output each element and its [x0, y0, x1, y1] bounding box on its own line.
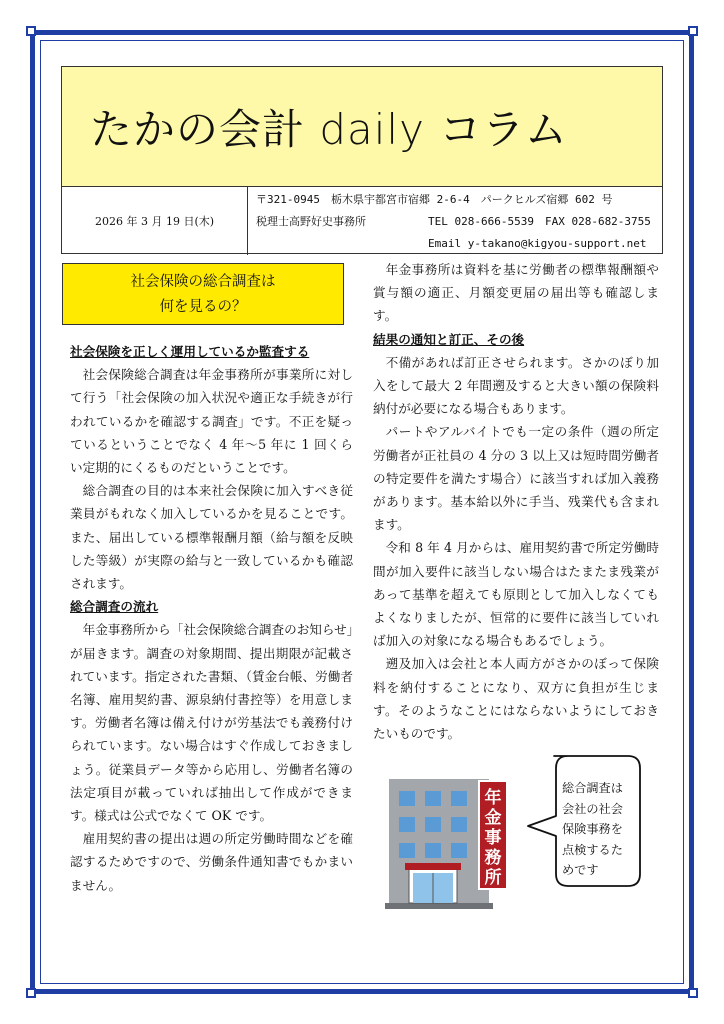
corner-ornament — [26, 988, 36, 998]
section-heading: 社会保険を正しく運用しているか監査する — [70, 344, 310, 359]
left-column — [70, 340, 353, 897]
right-column — [373, 258, 659, 745]
topic-line2: 何を見るの？ — [159, 299, 247, 315]
paragraph: 年金事務所から「社会保険総合調査のお知らせ」が届きます。調査の対象期間、提出期限が記載されています。指定された書類、（賃金台帳、労働者名簿、雇用契約書、源泉納付書控等）を用意します。労働者名簿は備え付けが労基法でも義務付けられています。ない場合はすぐ作成しておきましょう。従業員データ等から応用し、労働者名簿の法定項目が載っていれば抽出して作成ができます。様式は公式でなくて OK です。 — [70, 622, 353, 824]
sign-text: 年金事務所 — [484, 788, 502, 888]
paragraph: 不備があれば訂正させられます。さかのぼり加入をして最大 2 年間遡及すると大きい額の保険料納付が必要になる場合もあります。 — [373, 354, 659, 417]
office-phone-fax: TEL 028-666-5539 FAX 028-682-3755 — [428, 215, 651, 228]
building-base — [385, 903, 493, 909]
speech-bubble-text: 総合調査は会社の社会保険事務を点検するためです — [562, 781, 623, 877]
issue-date: 2026 年 3 月 19 日(木) — [62, 187, 248, 255]
topic-box — [62, 263, 344, 325]
building-windows — [399, 791, 467, 858]
office-info — [248, 187, 664, 255]
paragraph: 社会保険総合調査は年金事務所が事業所に対して行う「社会保険の加入状況や適正な手続きが行われているかを確認する調査」です。不正を疑っているということでなく 4 年〜5 年に 1 回くらい定期的にくるものだということです。 — [70, 367, 353, 476]
office-address: 〒321-0945 栃木県宇都宮市宿郷 2-6-4 パークヒルズ宿郷 602 号 — [256, 193, 613, 206]
paragraph: 雇用契約書の提出は週の所定労働時間などを確認するためですので、労働条件通知書でもかまいません。 — [70, 831, 353, 893]
newsletter-header — [61, 66, 663, 254]
paragraph: 遡及加入は会社と本人両方がさかのぼって保険料を納付することになり、双方に負担が生じます。そのようなことにはならないようにしておきたいものです。 — [373, 656, 659, 742]
corner-ornament — [26, 26, 36, 36]
paragraph: 令和 8 年 4 月からは、雇用契約書で所定労働時間が加入要件に該当しない場合はたまたま残業があって基準を超えても原則として加入しなくてもよくなりましたが、恒常的に要件に該当していれば加入の対象になる場合もあるでしょう。 — [373, 540, 659, 649]
newsletter-title: たかの会計 daily コラム — [90, 104, 568, 154]
section-heading: 結果の通知と訂正、その後 — [373, 331, 525, 347]
paragraph: パートやアルバイトでも一定の条件（週の所定労働者が正社員の 4 分の 3 以上又は短時間労働者の特定要件を満たす場合）に該当すれば加入義務があります。基本給以外に手当、残業代も含まれます。 — [373, 424, 659, 533]
topic-line1: 社会保険の総合調査は — [130, 274, 276, 290]
entrance-awning — [405, 863, 461, 870]
section-heading: 総合調査の流れ — [70, 599, 159, 615]
corner-ornament — [688, 26, 698, 36]
office-name: 税理士高野好史事務所 — [256, 215, 366, 228]
title-band — [62, 67, 662, 187]
paragraph: 総合調査の目的は本来社会保険に加入すべき従業員がもれなく加入しているかを見ることです。また、届出している標準報酬月額（給与額を反映した等級）が実際の給与と一致しているかも確認されます。 — [70, 483, 353, 592]
corner-ornament — [688, 988, 698, 998]
office-email[interactable]: Email y-takano@kigyou-support.net — [428, 237, 647, 250]
paragraph: 年金事務所は資料を基に労働者の標準報酬額や賞与額の適正、月額変更届の届出等も確認します。 — [373, 262, 659, 324]
